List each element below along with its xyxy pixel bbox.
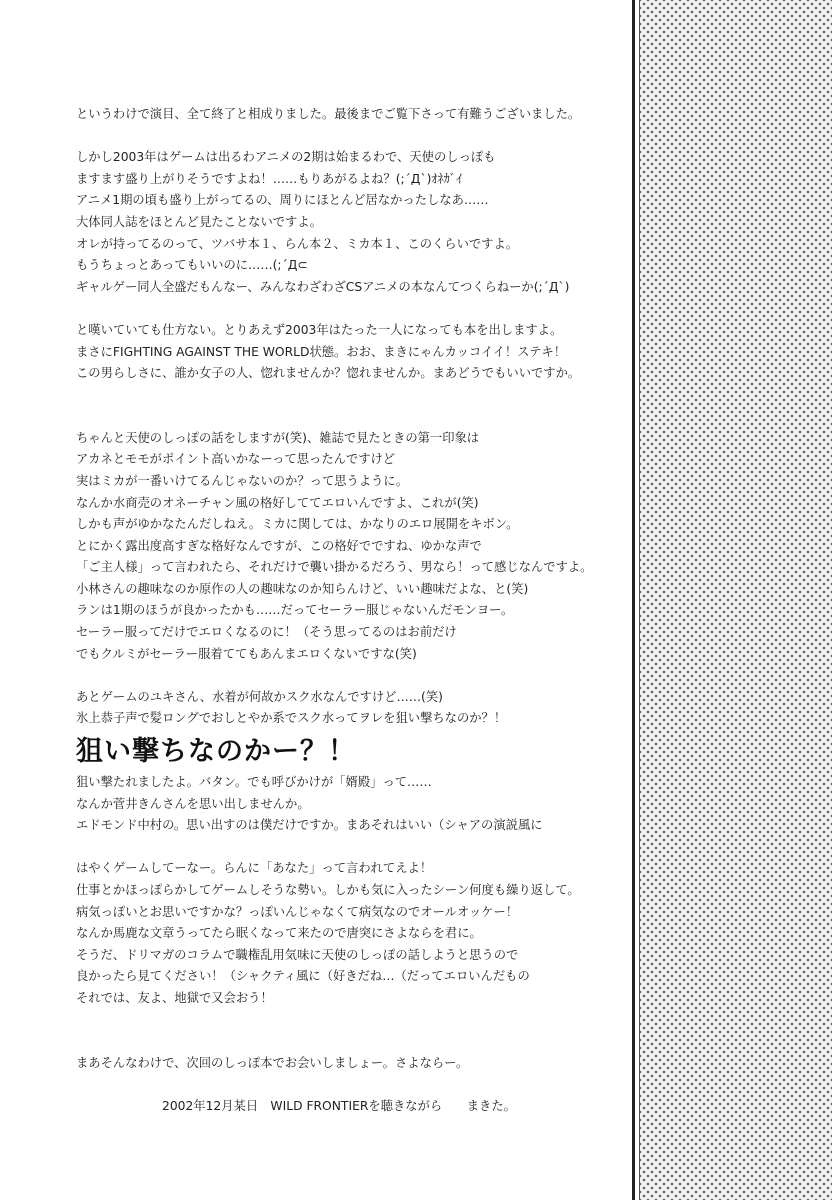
- text-line: はやくゲームしてーなー。らんに「あなた」って言われてえよ！: [76, 861, 433, 876]
- text-line: ランは1期のほうが良かったかも……だってセーラー服じゃないんだモンヨー。: [76, 603, 514, 618]
- signature-line: 2002年12月某日 WILD FRONTIERを聴きながら まきた。: [162, 1098, 516, 1113]
- text-line: 氷上恭子声で髪ロングでおしとやか系でスク水ってヲレを狙い撃ちなのか？！: [76, 711, 507, 726]
- text-line: 狙い撃たれましたよ。バタン。でも呼びかけが「婿殿」って……: [76, 775, 432, 790]
- text-line: アニメ1期の頃も盛り上がってるの、周りにほとんど居なかったしなあ……: [76, 193, 489, 208]
- text-line: 大体同人誌をほとんど見たことないですよ。: [76, 214, 322, 229]
- text-line: 「ご主人様」って言われたら、それだけで襲い掛かるだろう、男なら！って感じなんですよ。: [76, 560, 593, 575]
- text-line: ギャルゲー同人全盛だもんなー、みんなわざわざCSアニメの本なんてつくらねーか(;´Д`): [76, 279, 570, 294]
- text-line: とにかく露出度高すぎな格好なんですが、この格好でですね、ゆかな声で: [76, 538, 482, 553]
- text-line: しかし2003年はゲームは出るわアニメの2期は始まるわで、天使のしっぽも: [76, 150, 496, 165]
- text-line: まさにFIGHTING AGAINST THE WORLD状態。おお、まきにゃんカッコイイ！ステキ！: [76, 344, 567, 359]
- text-line: 実はミカが一番いけてるんじゃないのか？って思うように。: [76, 473, 409, 488]
- text-line: まあそんなわけで、次回のしっぽ本でお会いしましょー。さよならー。: [76, 1055, 469, 1070]
- text-line: 仕事とかほっぽらかしてゲームしそうな勢い。しかも気に入ったシーン何度も繰り返して。: [76, 883, 580, 897]
- text-line: でもクルミがセーラー服着ててもあんまエロくないですな(笑): [76, 646, 417, 661]
- text-line: セーラー服ってだけでエロくなるのに！（そう思ってるのはお前だけ: [76, 625, 457, 640]
- text-line: 良かったら見てください！（シャクティ風に（好きだね…（だってエロいんだもの: [76, 969, 530, 984]
- screentone-margin: [640, 0, 832, 1200]
- text-line: アカネとモモがポイント高いかなーって思ったんですけど: [76, 452, 396, 467]
- text-line: なんか馬鹿な文章うってたら眠くなって来たので唐突にさよならを君に。: [76, 926, 482, 941]
- text-line: 病気っぽいとお思いですかな？っぽいんじゃなくて病気なのでオールオッケー！: [76, 904, 519, 919]
- text-line: 小林さんの趣味なのか原作の人の趣味なのか知らんけど、いい趣味だよな、と(笑): [76, 581, 529, 596]
- shout-heading: 狙い撃ちなのかー？！: [76, 736, 356, 768]
- text-line: そうだ、ドリマガのコラムで職権乱用気味に天使のしっぽの話しようと思うので: [76, 947, 519, 962]
- text-line: あとゲームのユキさん、水着が何故かスク水なんですけど……(笑): [76, 689, 443, 704]
- text-line: もうちょっとあってもいいのに……(;´Д⊂: [76, 258, 308, 273]
- text-line: それでは、友よ、地獄で又会おう！: [76, 990, 273, 1005]
- text-line: エドモンド中村の。思い出すのは僕だけですか。まあそれはいい（シャアの演説風に: [76, 818, 543, 833]
- text-line: なんか水商売のオネーチャン風の格好しててエロいんですよ、これが(笑): [76, 495, 479, 510]
- text-line: と嘆いていても仕方ない。とりあえず2003年はたった一人になっても本を出しますよ。: [76, 322, 563, 337]
- text-line: この男らしさに、誰か女子の人、惚れませんか？惚れませんか。まあどうでもいいですか。: [76, 366, 581, 381]
- afterword-text: [76, 104, 628, 1117]
- text-line: オレが持ってるのって、ツバサ本１、らん本２、ミカ本１、このくらいですよ。: [76, 236, 519, 251]
- text-line: ちゃんと天使のしっぽの話をしますが(笑)、雑誌で見たときの第一印象は: [76, 430, 480, 445]
- text-line: というわけで演目、全て終了と相成りました。最後までご覧下さって有難うございました。: [76, 107, 581, 121]
- text-line: しかも声がゆかなたんだしねえ。ミカに関しては、かなりのエロ展開をキボン。: [76, 517, 519, 532]
- text-line: なんか菅井きんさんを思い出しませんか。: [76, 796, 310, 811]
- text-line: ますます盛り上がりそうですよね！……もりあがるよね？(;´Д`)ｵﾈｶﾞｲ: [76, 171, 463, 186]
